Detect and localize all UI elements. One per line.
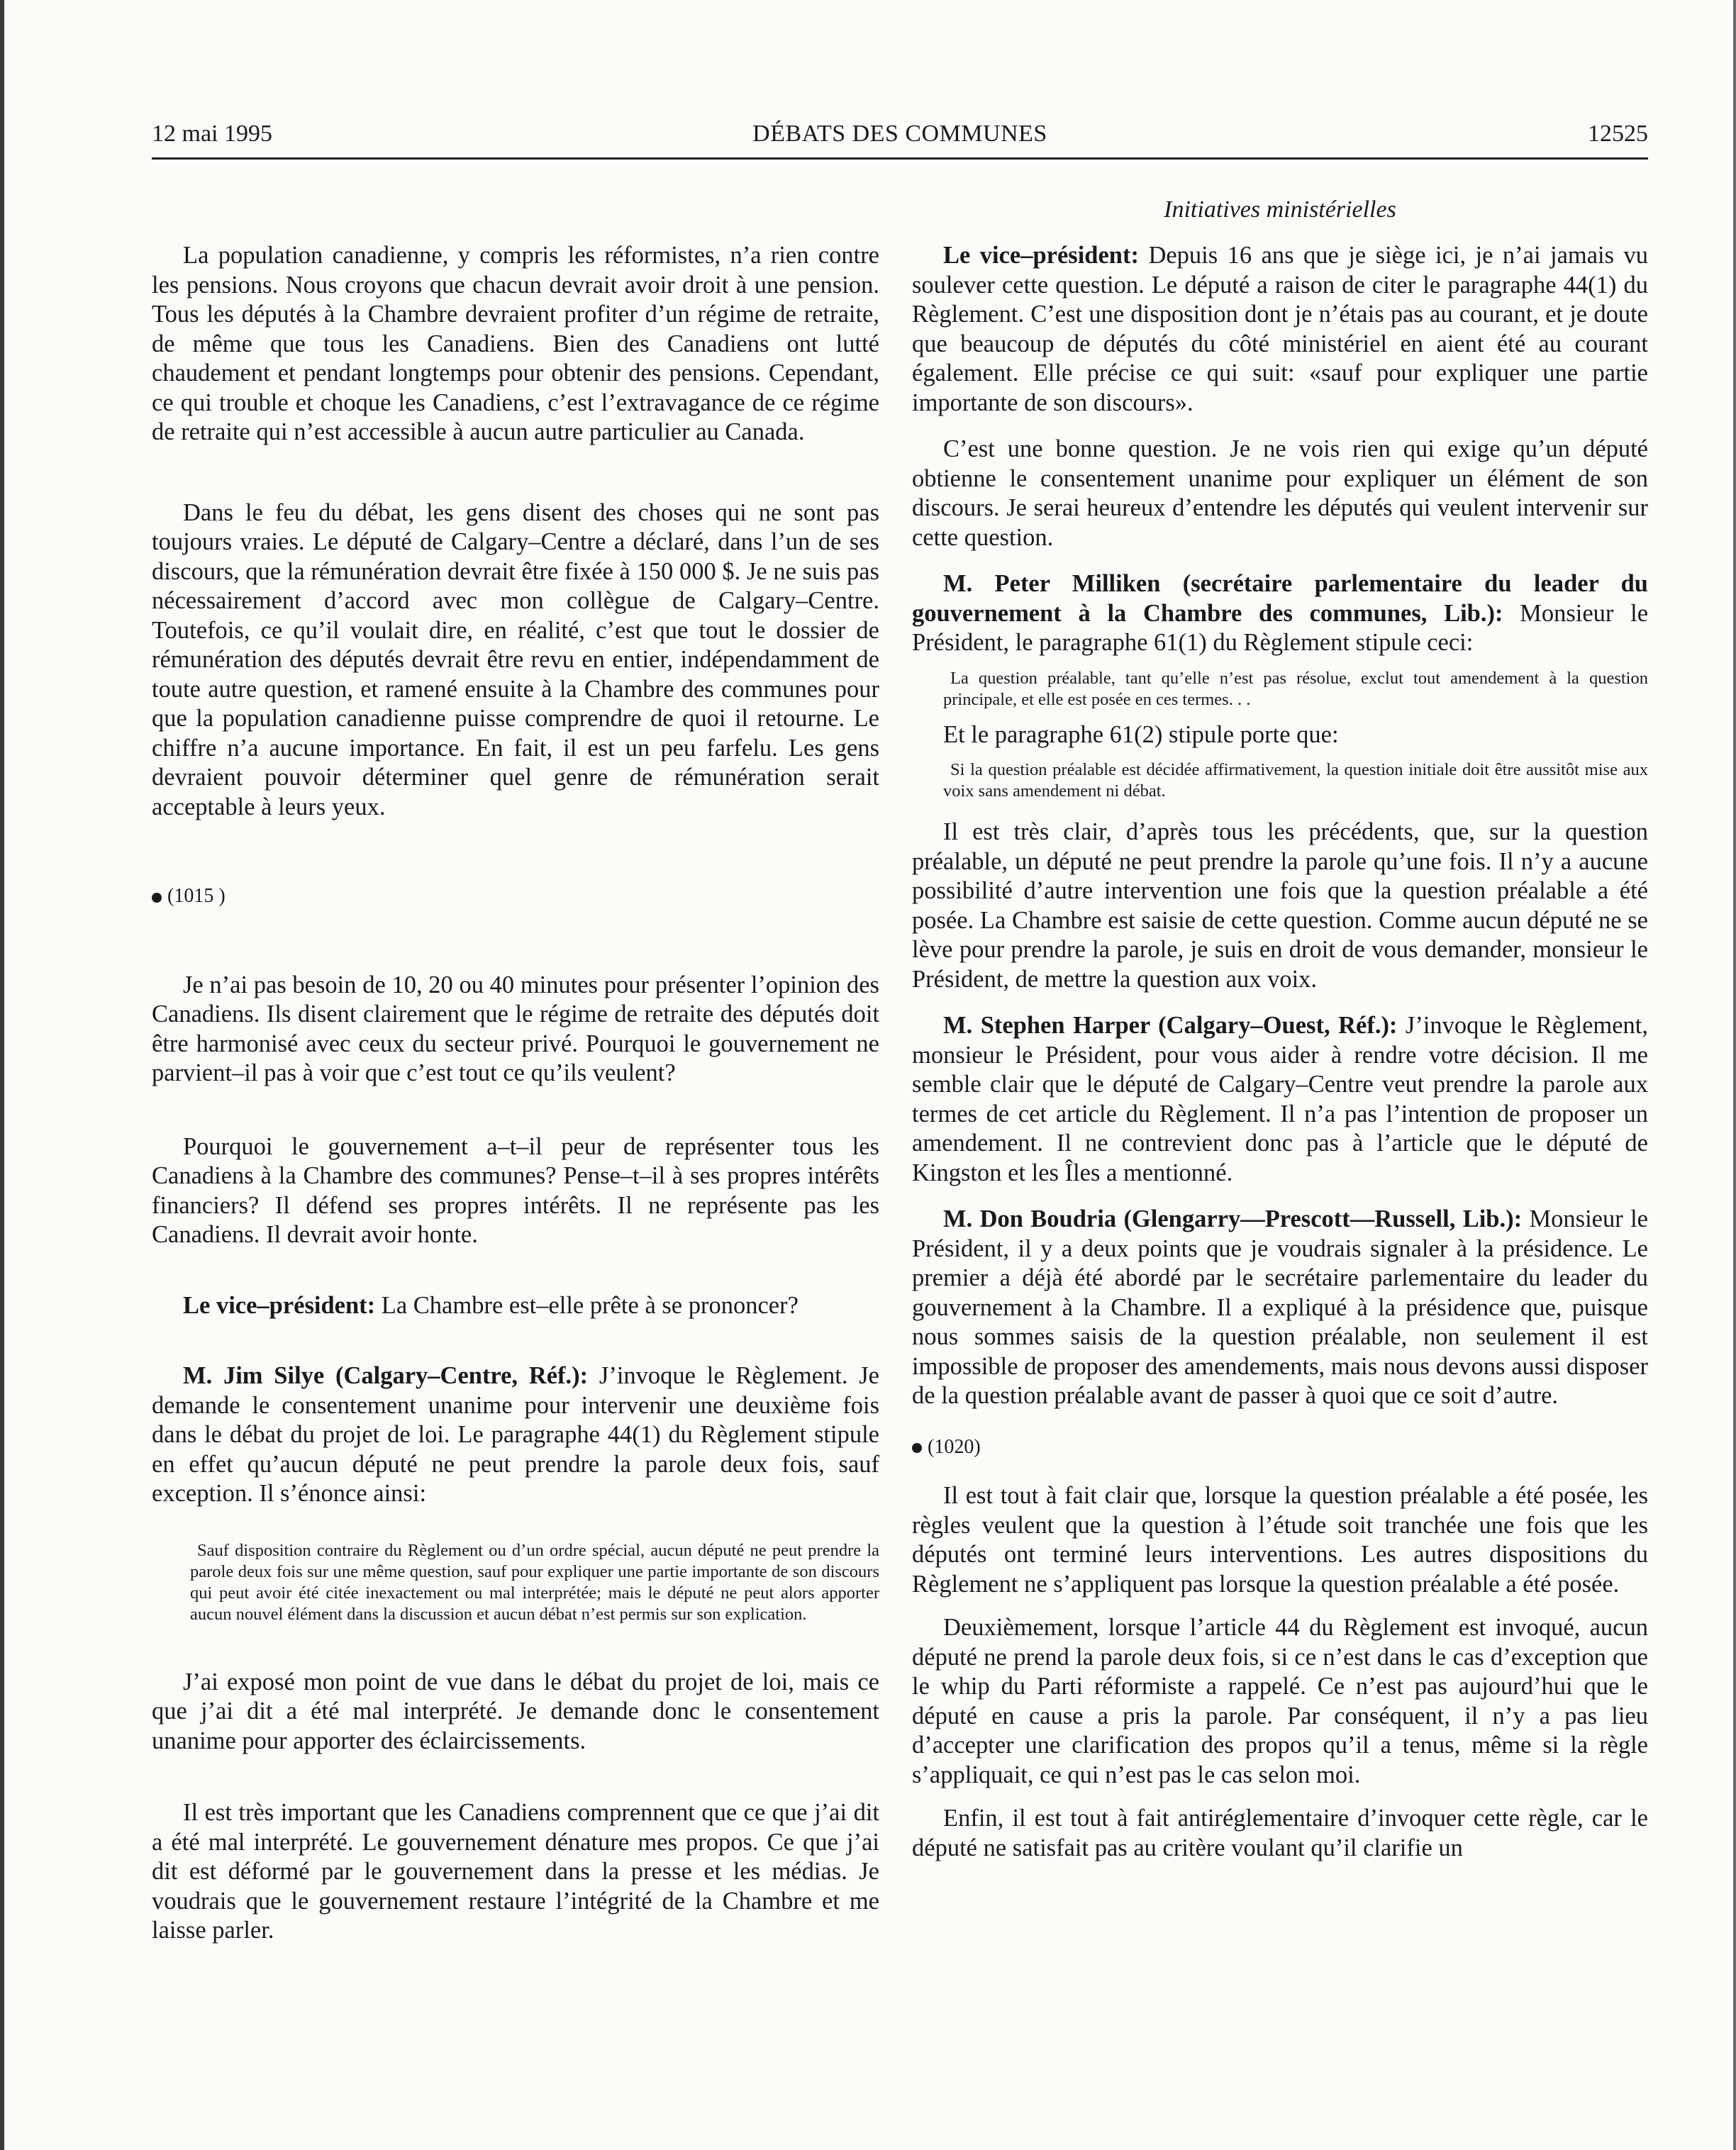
header-rule [152, 157, 1648, 160]
bullet-dot [152, 893, 162, 903]
speaker-name: M. Don Boudria (Glengarry—Prescott—Russell, Lib.): [943, 1205, 1523, 1232]
timestamp-1020 [912, 1432, 1648, 1462]
paragraph-secondly: Deuxièmement, lorsque l’article 44 du Règlement est invoqué, aucun député ne prend la parole deux fois, si ce n’est dans le cas d’exception que le whip du Parti réformiste a rappelé. Ce n’est pas aujourd’hui que le député en cause a pris la parole. Par conséquent, il n’y a pas lieu d’accepter une clarification des propos qu’il a tenus, même si la règle s’appliquait, ce qui n’est pas le cas selon moi. [912, 1614, 1648, 1788]
paragraph-precedents: Il est très clair, d’après tous les précédents, que, sur la question préalable, un député ne peut prendre la parole qu’une fois. Il n’y a aucune possibilité d’autre intervention une fois que la question préalable a été posée. La Chambre est saisie de cette question. Comme aucun député ne se lève pour prendre la parole, je suis en droit de vous demander, monsieur le Président, de mettre la question aux voix. [912, 818, 1648, 993]
paragraph-good-question: C’est une bonne question. Je ne vois rien qui exige qu’un député obtienne le consentement unanime pour expliquer un élément de son discours. Je serai heureux d’entendre les députés qui veulent intervenir sur cette question. [912, 435, 1648, 551]
paragraph-61-2-intro: Et le paragraphe 61(2) stipule porte que: [943, 720, 1339, 748]
bullet-dot [912, 1443, 922, 1453]
speech-text: Monsieur le Président, le paragraphe 61(1) du Règlement stipule ceci: [912, 599, 1649, 656]
header-page-number: 12525 [1588, 121, 1648, 147]
paragraph-debate: Dans le feu du débat, les gens disent des choses qui ne sont pas toujours vraies. Le député de Calgary–Centre a déclaré, dans l’un de ses discours, que la rémunération devrait être fixée à 150 000 $. Je ne suis pas nécessairement d’accord avec mon collègue de Calgary–Centre. Toutefois, ce qu’il voulait dire, en réalité, c’est que tout le dossier de rémunération des députés devrait être revu en entier, indépendamment de toute autre question, et ramené ensuite à la Chambre des communes pour que la population canadienne puisse comprendre de quoi il retourne. Le chiffre n’a aucune importance. En fait, il est un peu farfelu. Les gens devraient pouvoir déterminer quel genre de rémunération serait acceptable à leurs yeux. [152, 498, 879, 820]
speech-vice-president-1 [152, 1291, 879, 1321]
paragraph-finally: Enfin, il est tout à fait antiréglementaire d’invoquer cette règle, car le député ne satisfait pas au critère voulant qu’il clarifie un [912, 1805, 1648, 1861]
timestamp-1015 [152, 881, 879, 911]
header-date: 12 mai 1995 [152, 121, 272, 147]
speech-jim-silye [152, 1361, 879, 1509]
right-column [912, 196, 1648, 1863]
paragraph-opinion: Je n’ai pas besoin de 10, 20 ou 40 minutes pour présenter l’opinion des Canadiens. Ils disent clairement que le régime de retraite des députés doit être harmonisé avec ceux du secteur privé. Pourquoi le gouvernement ne parvient–il pas à voir que c’est tout ce qu’ils veulent? [152, 971, 879, 1086]
left-column [152, 196, 879, 1946]
paragraph-pensions: La population canadienne, y compris les réformistes, n’a rien contre les pensions. Nous croyons que chacun devrait avoir droit à une pension. Tous les députés à la Chambre devraient profiter d’un régime de retraite, de même que tous les Canadiens. Bien des Canadiens ont lutté chaudement et pendant longtemps pour obtenir des pensions. Cependant, ce qui trouble et choque les Canadiens, c’est l’extravagance de ce régime de retraite qui n’est accessible à aucun autre particulier au Canada. [152, 242, 879, 445]
scan-edge-right [1733, 0, 1736, 2150]
speaker-name: Le vice–président: [943, 242, 1139, 269]
timestamp-1015-text: (1015 ) [167, 885, 226, 907]
quote-standing-order-61-2: Si la question préalable est décidée affirmativement, la question initiale doit être aussitôt mise aux voix sans amendement ni débat. [943, 760, 1648, 801]
speaker-name: M. Stephen Harper (Calgary–Ouest, Réf.): [943, 1012, 1398, 1039]
paragraph-fear: Pourquoi le gouvernement a–t–il peur de représenter tous les Canadiens à la Chambre des communes? Pense–t–il à ses propres intérêts financiers? Il défend ses propres intérêts. Il ne représente pas les Canadiens. Il devrait avoir honte. [152, 1132, 879, 1248]
page-header [152, 121, 1648, 152]
header-title: DÉBATS DES COMMUNES [752, 121, 1047, 147]
speech-peter-milliken [912, 569, 1648, 658]
quote-standing-order-61-1: La question préalable, tant qu’elle n’est pas résolue, exclut tout amendement à la question principale, et elle est posée en ces termes. . . [943, 668, 1648, 709]
paragraph-rules: Il est tout à fait clair que, lorsque la question préalable a été posée, les règles veulent que la question à l’étude soit tranchée une fois que les députés ont terminé leurs interventions. Les autres dispositions du Règlement ne s’appliquent pas lorsque la question préalable a été posée. [912, 1482, 1648, 1598]
speech-vice-president-2 [912, 241, 1648, 418]
speaker-name: M. Jim Silye (Calgary–Centre, Réf.): [183, 1362, 589, 1389]
speech-text: Depuis 16 ans que je siège ici, je n’ai jamais vu soulever cette question. Le député a raison de citer le paragraphe 44(1) du Règlement. C’est une disposition dont je n’étais pas au courant, et je doute que beaucoup de députés du côté ministériel en aient été au courant également. Elle précise ce qui suit: «sauf pour expliquer une partie importante de son discours». [912, 242, 1648, 416]
speech-text: La Chambre est–elle prête à se prononcer? [375, 1291, 799, 1319]
section-title: Initiatives ministérielles [1164, 196, 1396, 223]
scan-edge-left [0, 0, 4, 2150]
speech-text: J’invoque le Règlement, monsieur le Président, pour vous aider à rendre votre décision. Il me semble clair que le député de Calgary–Centre veut prendre la parole aux termes de cet article du Règlement. Il n’a pas l’intention de proposer un amendement. Il ne contrevient donc pas à l’article que le député de Kingston et les Îles a mentionné. [912, 1012, 1648, 1186]
speech-stephen-harper [912, 1011, 1648, 1188]
speech-text: J’invoque le Règlement. Je demande le consentement unanime pour intervenir une deuxième fois dans le débat du projet de loi. Le paragraphe 44(1) du Règlement stipule en effet qu’aucun député ne peut prendre la parole deux fois, sauf exception. Il s’énonce ainsi: [152, 1362, 879, 1507]
speech-don-boudria [912, 1205, 1648, 1411]
speaker-name: M. Peter Milliken (secrétaire parlementaire du leader du gouvernement à la Chambre des communes, Lib.): [912, 570, 1648, 627]
left-column-top-spacer [152, 196, 879, 241]
quote-standing-order-44: Sauf disposition contraire du Règlement ou d’un ordre spécial, aucun député ne peut prendre la parole deux fois sur une même question, sauf pour expliquer une partie importante de son discours qui peut avoir été citée inexactement ou mal interprétée; mais le député ne peut alors apporter aucun nouvel élément dans la discussion et aucun débat n’est permis sur son explication. [190, 1540, 879, 1624]
paragraph-integrity: Il est très important que les Canadiens comprennent que ce que j’ai dit a été mal interprété. Le gouvernement dénature mes propos. Ce que j’ai dit est déformé par le gouvernement dans la presse et les médias. Je voudrais que le gouvernement restaure l’intégrité de la Chambre et me laisse parler. [152, 1799, 879, 1944]
timestamp-1020-text: (1020) [928, 1435, 981, 1458]
paragraph-explanation: J’ai exposé mon point de vue dans le débat du projet de loi, mais ce que j’ai dit a été mal interprété. Je demande donc le consentement unanime pour apporter des éclaircissements. [152, 1668, 879, 1754]
speaker-name: Le vice–président: [183, 1291, 376, 1319]
speech-text: Monsieur le Président, il y a deux points que je voudrais signaler à la présidence. Le premier a déjà été abordé par le secrétaire parlementaire du leader du gouvernement à la Chambre. Il a expliqué à la présidence que, puisque nous sommes saisis de la question préalable, non seulement il est impossible de proposer des amendements, mais nous devons aussi disposer de la question préalable avant de passer à quoi que ce soit d’autre. [912, 1205, 1648, 1409]
